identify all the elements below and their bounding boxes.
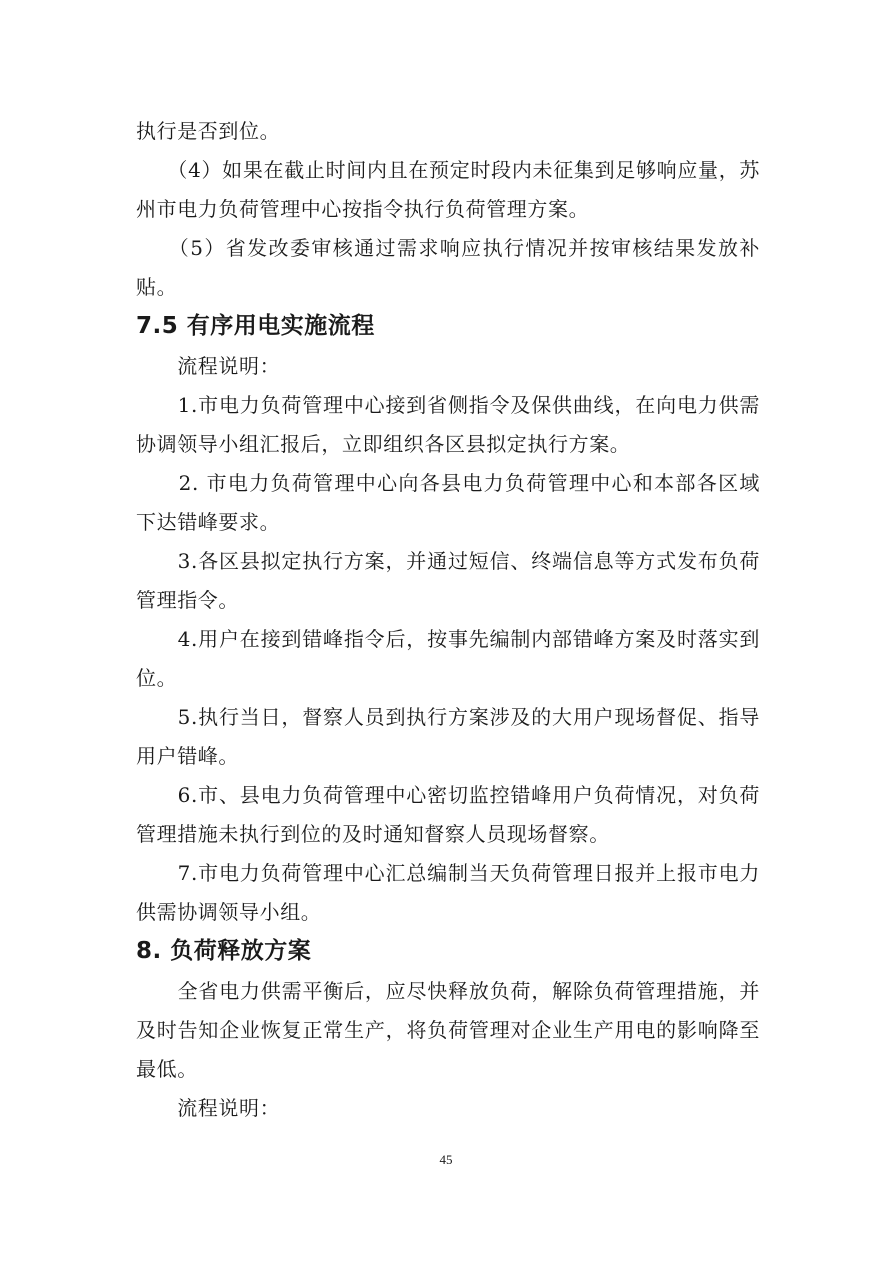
paragraph-item-5: （5）省发改委审核通过需求响应执行情况并按审核结果发放补贴。 — [136, 236, 760, 299]
step-7: 7.市电力负荷管理中心汇总编制当天负荷管理日报并上报市电力供需协调领导小组。 — [136, 861, 760, 924]
step-5: 5.执行当日，督察人员到执行方案涉及的大用户现场督促、指导用户错峰。 — [136, 705, 760, 768]
flow-description-label-8: 流程说明： — [136, 1096, 281, 1120]
load-release-paragraph: 全省电力供需平衡后，应尽快释放负荷，解除负荷管理措施，并及时告知企业恢复正常生产，将负荷管理对企业生产用电的影响降至最低。 — [136, 979, 760, 1081]
page-number: 45 — [439, 1152, 453, 1167]
flow-description-label: 流程说明： — [136, 354, 281, 378]
step-1: 1.市电力负荷管理中心接到省侧指令及保供曲线，在向电力供需协调领导小组汇报后，立即组织各区县拟定执行方案。 — [136, 393, 760, 456]
section-heading-8: 8. 负荷释放方案 — [136, 938, 312, 964]
paragraph-item-4: （4）如果在截止时间内且在预定时段内未征集到足够响应量，苏州市电力负荷管理中心按指令执行负荷管理方案。 — [136, 158, 760, 221]
section-heading-7-5: 7.5 有序用电实施流程 — [136, 313, 375, 339]
step-2: 2. 市电力负荷管理中心向各县电力负荷管理中心和本部各区域下达错峰要求。 — [136, 471, 760, 534]
step-3: 3.各区县拟定执行方案，并通过短信、终端信息等方式发布负荷管理指令。 — [136, 549, 760, 612]
paragraph-continuation: 执行是否到位。 — [136, 119, 281, 143]
step-6: 6.市、县电力负荷管理中心密切监控错峰用户负荷情况，对负荷管理措施未执行到位的及时通知督察人员现场督察。 — [136, 783, 760, 846]
step-4: 4.用户在接到错峰指令后，按事先编制内部错峰方案及时落实到位。 — [136, 627, 760, 690]
